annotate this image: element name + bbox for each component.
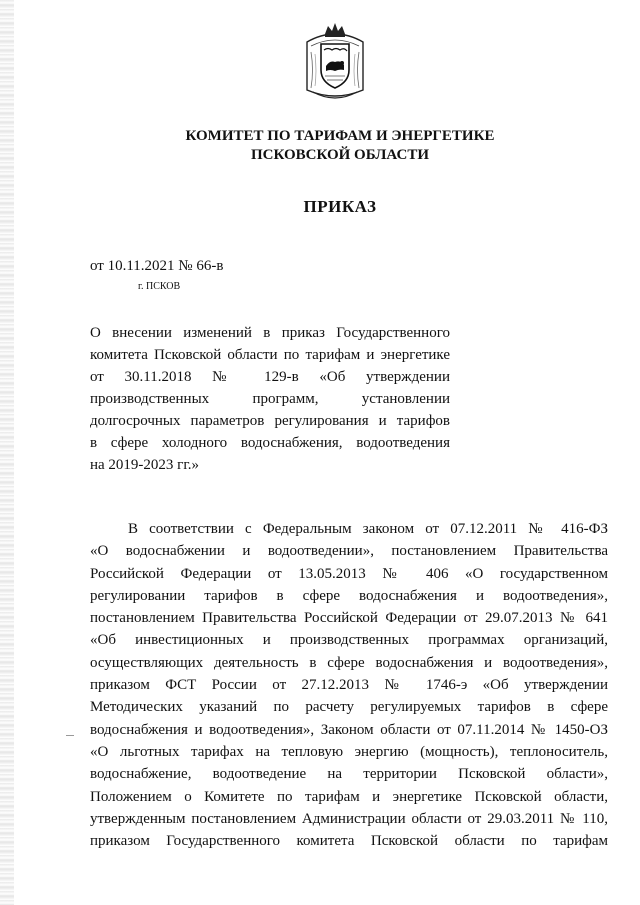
body-line: осуществляющих деятельность в сфере водоснабжения и водоотведения», [90,654,608,671]
subject-line: О внесении изменений в приказ Государственного [90,325,450,341]
scan-margin-mark [66,735,74,736]
body-line: водоснабжение, водоотведение на территории Псковской области», [90,766,608,783]
subject-line: комитета Псковской области по тарифам и энергетике [90,347,450,363]
subject-line: производственных программ, установлении [90,391,450,407]
body-line: «О водоснабжении и водоотведении», постановлением Правительства [90,543,608,560]
body-line: приказом ФСТ России от 27.12.2013 № 1746-э «Об утверждении [90,677,608,694]
subject-line: на 2019-2023 гг.» [90,457,200,473]
body-line: Методических указаний по расчету регулируемых тарифов в сфере [90,699,608,716]
body-line: «Об инвестиционных и производственных программах организаций, [90,632,608,649]
body-line: Положением о Комитете по тарифам и энергетике Псковской области, [90,788,608,805]
body-line: утвержденным постановлением Администрации области от 29.03.2011 № 110, [90,810,608,827]
body-line: «О льготных тарифах на тепловую энергию (мощность), теплоноситель, [90,743,608,760]
org-name-line2: ПСКОВСКОЙ ОБЛАСТИ [250,147,430,163]
order-subject [90,322,450,476]
body-line: Российской Федерации от 13.05.2013 № 406 «О государственном [90,565,608,582]
document-type-title: ПРИКАЗ [303,197,377,216]
scan-edge-artifact [0,0,14,905]
subject-line: долгосрочных параметров регулирования и тарифов [90,413,450,429]
org-name-line1: КОМИТЕТ ПО ТАРИФАМ И ЭНЕРГЕТИКЕ [185,128,495,144]
subject-line: в сфере холодного водоснабжения, водоотведения [90,435,450,451]
subject-line: от 30.11.2018 № 129-в «Об утверждении [90,369,450,385]
body-line: регулировании тарифов в сфере водоснабжения и водоотведения», [90,587,608,604]
pskov-coat-of-arms-icon [301,20,369,106]
body-line: постановлением Правительства Российской Федерации от 29.07.2013 № 641 [90,610,608,627]
order-body-paragraph [90,518,608,852]
body-line: приказом Государственного комитета Псковской области по тарифам [90,833,608,850]
body-line: водоснабжения и водоотведения», Законом области от 07.11.2014 № 1450-ОЗ [90,721,608,738]
order-date-number: от 10.11.2021 № 66-в [90,258,224,274]
order-city: г. ПСКОВ [138,281,181,292]
body-line: В соответствии с Федеральным законом от 07.12.2011 № 416-ФЗ [128,521,608,537]
